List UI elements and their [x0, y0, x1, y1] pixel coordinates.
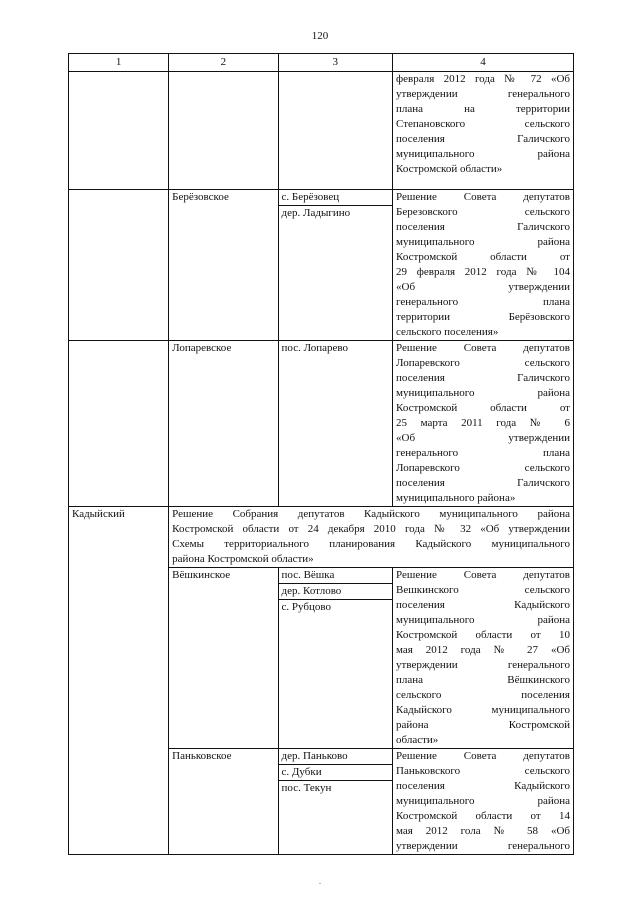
localities-cell — [278, 341, 392, 507]
district-cell — [69, 72, 169, 190]
decision-line: мая 2012 гола № 58 «Об — [396, 825, 570, 837]
decision-line: Лопаревского сельского — [396, 357, 570, 369]
decision-line: Схемы территориального планирования Кадыйского муниципального — [172, 538, 570, 550]
decision-line: 25 марта 2011 года № 6 — [396, 417, 570, 429]
document-table — [68, 53, 574, 855]
decision-line: поселения Кадыйского — [396, 599, 570, 611]
decision-line: Березовского сельского — [396, 206, 570, 218]
decision-line: поселения Галичского — [396, 477, 570, 489]
decision-line: утверждении генерального — [396, 659, 570, 671]
district-cell — [69, 190, 169, 341]
decision-line: сельского поселения — [396, 689, 570, 701]
decision-line: Кадыйского муниципального — [396, 704, 570, 716]
district-cell — [69, 341, 169, 507]
decision-line: «Об утверждении — [396, 432, 570, 444]
decision-line: Костромской области от 10 — [396, 629, 570, 641]
decision-line: «Об утверждении — [396, 281, 570, 293]
decision-line: Костромской области» — [396, 163, 503, 175]
decision-line: 29 февраля 2012 года № 104 — [396, 266, 570, 278]
decision-line: области» — [396, 734, 439, 746]
decision-line: плана Вёшкинского — [396, 674, 570, 686]
decision-line: генерального плана — [396, 447, 570, 459]
localities-cell — [278, 72, 392, 190]
decision-line: генерального плана — [396, 296, 570, 308]
decision-line: муниципального района — [396, 387, 570, 399]
settlement-name: Вёшкинское — [169, 568, 278, 749]
localities-cell — [278, 568, 392, 749]
locality-item: пос. Лопарево — [281, 342, 349, 354]
settlement-name: Паньковское — [169, 749, 278, 855]
table-row — [69, 190, 574, 341]
decision-line: Решение Совета депутатов — [396, 750, 570, 762]
decision-line: Костромской области от 14 — [396, 810, 570, 822]
decision-cell — [393, 190, 574, 341]
decision-line: поселения Галичского — [396, 372, 570, 384]
decision-cell — [393, 749, 574, 855]
decision-line: района Костромской области» — [172, 553, 314, 565]
decision-line: поселения Галичского — [396, 133, 570, 145]
locality-item: дер. Котлово — [279, 584, 392, 600]
settlement-name: Лопаревское — [169, 341, 278, 507]
decision-line: плана на территории — [396, 103, 570, 115]
header-col-2: 2 — [169, 54, 278, 72]
table-row — [69, 341, 574, 507]
decision-line: Костромской области от — [396, 402, 570, 414]
locality-item: с. Берёзовец — [279, 190, 392, 206]
decision-line: Лопаревского сельского — [396, 462, 570, 474]
localities-cell — [278, 190, 392, 341]
page-number: 120 — [311, 30, 329, 42]
decision-line: района Костромской — [396, 719, 570, 731]
district-name: Кадыйский — [69, 507, 169, 855]
decision-line: муниципального района — [396, 795, 570, 807]
locality-item: дер. Ладыгино — [281, 207, 351, 219]
decision-line: Паньковского сельского — [396, 765, 570, 777]
decision-line: муниципального района — [396, 614, 570, 626]
locality-item: дер. Паньково — [279, 749, 392, 765]
table-row — [69, 72, 574, 190]
decision-line: Решение Совета депутатов — [396, 342, 570, 354]
decision-cell — [393, 341, 574, 507]
decision-line: территории Берёзовского — [396, 311, 570, 323]
decision-line: утверждении генерального — [396, 840, 570, 852]
decision-line: муниципального района — [396, 148, 570, 160]
decision-line: Решение Совета депутатов — [396, 191, 570, 203]
decision-line: Степановского сельского — [396, 118, 570, 130]
locality-item: с. Дубки — [279, 765, 392, 781]
locality-item: пос. Вёшка — [279, 568, 392, 584]
decision-line: поселения Галичского — [396, 221, 570, 233]
decision-line: Костромской области от — [396, 251, 570, 263]
decision-line: Вешкинского сельского — [396, 584, 570, 596]
decision-line: мая 2012 года № 27 «Об — [396, 644, 570, 656]
decision-cell — [393, 72, 574, 190]
header-row — [69, 54, 574, 72]
decision-line: муниципального района» — [396, 492, 516, 504]
decision-line: Решение Совета депутатов — [396, 569, 570, 581]
decision-line: Решение Собрания депутатов Кадыйского муниципального района — [172, 508, 570, 520]
locality-item: пос. Текун — [281, 782, 332, 794]
decision-line: сельского поселения» — [396, 326, 499, 338]
settlement-cell — [169, 72, 278, 190]
locality-item: с. Рубцово — [281, 601, 332, 613]
decision-cell — [393, 568, 574, 749]
header-col-1: 1 — [69, 54, 169, 72]
header-col-3: 3 — [278, 54, 392, 72]
decision-line: Костромской области от 24 декабря 2010 года № 32 «Об утверждении — [172, 523, 570, 535]
settlement-name: Берёзовское — [169, 190, 278, 341]
footer-mark: . — [318, 876, 322, 886]
decision-line: муниципального района — [396, 236, 570, 248]
header-col-4: 4 — [393, 54, 574, 72]
decision-line: февраля 2012 года № 72 «Об — [396, 73, 570, 85]
decision-line: утверждении генерального — [396, 88, 570, 100]
localities-cell — [278, 749, 392, 855]
district-decision-cell — [169, 507, 574, 568]
decision-line: поселения Кадыйского — [396, 780, 570, 792]
table-row — [69, 507, 574, 568]
